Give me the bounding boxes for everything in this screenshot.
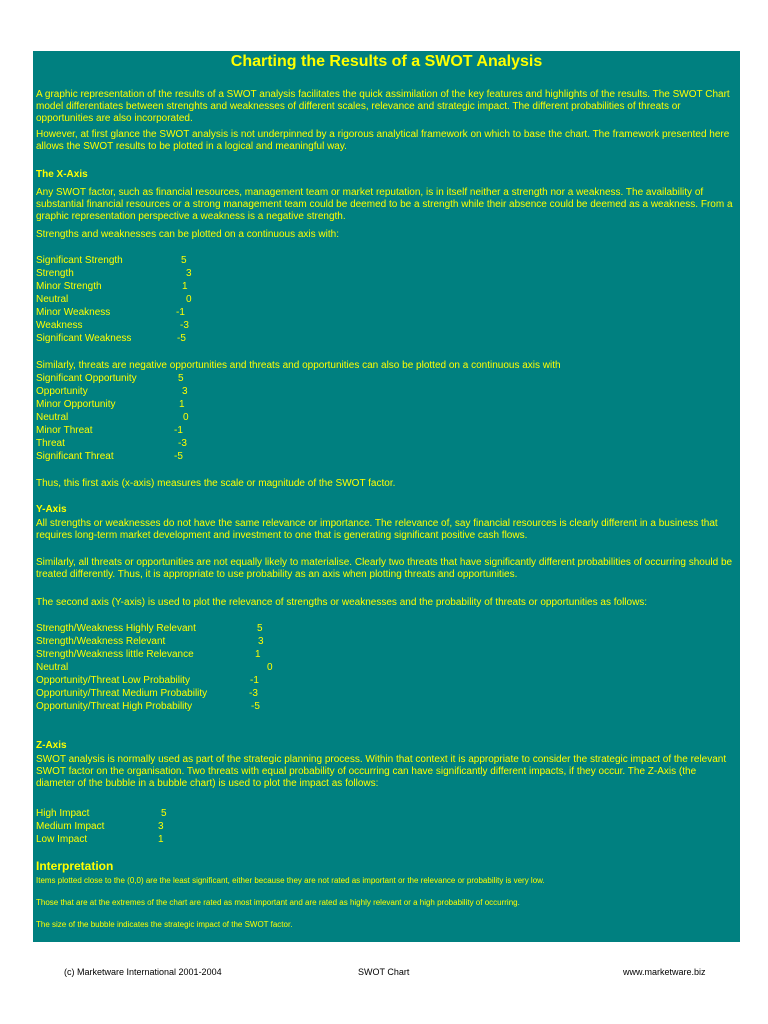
x-axis-paragraph-1: Any SWOT factor, such as financial resources, management team or market reputation, is in itself neither a strength nor a weakness. The availability of substantial financial resources or a strong management team could be deemed to be a strength while their absence could be deemed as a weakness. From a graphic representation perspective a weakness is a negative strength. (36, 187, 733, 222)
z-axis-paragraph-1: SWOT analysis is normally used as part of the strategic planning process. Within that context it is appropriate to consider the strategic impact of the relevant SWOT factor on the organisation. Two threats with equal probability of occurring can have significantly different impacts, if they occur. The Z-Axis (the diameter of the bubble in a bubble chart) is used to plot the impact as follows: (36, 754, 727, 789)
list-item-label: Significant Strength (36, 255, 123, 266)
interpretation-heading: Interpretation (36, 859, 114, 873)
document-panel (33, 51, 740, 942)
list-item-value: 3 (158, 821, 164, 832)
list-item-label: Significant Opportunity (36, 373, 137, 384)
intro-paragraph-2: However, at first glance the SWOT analysis is not underpinned by a rigorous analytical framework on which to base the chart. The framework presented here allows the SWOT results to be plotted in a logical and meaningful way. (36, 129, 730, 152)
list-item-value: 0 (267, 662, 273, 673)
list-item-label: Minor Threat (36, 425, 93, 436)
interpretation-paragraph-2: Those that are at the extremes of the chart are rated as most important and are rated as highly relevant or a high probability of occurring. (36, 898, 520, 907)
list-item-label: Strength/Weakness Highly Relevant (36, 623, 196, 634)
list-item-label: Strength (36, 268, 74, 279)
y-axis-paragraph-1: All strengths or weaknesses do not have the same relevance or importance. The relevance of, say financial resources is clearly different in a business that requires long-term market development and investment to one that is generating significant positive cash flows. (36, 518, 718, 541)
list-item-value: 1 (255, 649, 261, 660)
list-item-label: Opportunity/Threat Low Probability (36, 675, 190, 686)
list-item-value: 5 (257, 623, 263, 634)
list-item-value: -1 (176, 307, 185, 318)
list-item-label: Neutral (36, 294, 69, 305)
list-item-value: -3 (249, 688, 258, 699)
interpretation-paragraph-1: Items plotted close to the (0,0) are the least significant, either because they are not rated as important or the relevance or probability is very low. (36, 876, 545, 885)
footer-website: www.marketware.biz (623, 967, 706, 977)
list-item-label: Significant Threat (36, 451, 114, 462)
list-item-label: Low Impact (36, 834, 88, 845)
list-item-value: -5 (177, 333, 186, 344)
footer-title: SWOT Chart (358, 967, 410, 977)
list-item-value: 0 (186, 294, 192, 305)
x-axis-paragraph-2: Strengths and weaknesses can be plotted on a continuous axis with: (36, 229, 339, 240)
list-item-label: Weakness (36, 320, 83, 331)
x-axis-heading: The X-Axis (36, 169, 88, 180)
y-axis-heading: Y-Axis (36, 504, 67, 515)
list-item-value: 5 (181, 255, 187, 266)
list-item-value: -3 (180, 320, 189, 331)
intro-paragraph-1: A graphic representation of the results of a SWOT analysis facilitates the quick assimilation of the key features and highlights of the results. The SWOT Chart model differentiates between strenghts and weaknesses of different scales, relevance and strategic impact. The different probabilities of threats or opportunities are also incorporated. (36, 89, 730, 124)
list-item-label: Strength/Weakness little Relevance (36, 649, 194, 660)
list-item-value: 0 (183, 412, 189, 423)
y-axis-paragraph-3: The second axis (Y-axis) is used to plot the relevance of strengths or weaknesses and the probability of threats or opportunities as follows: (36, 597, 648, 608)
footer-copyright: (c) Marketware International 2001-2004 (64, 967, 222, 977)
list-item-value: -3 (178, 438, 187, 449)
list-item-value: -5 (174, 451, 183, 462)
list-item-value: 1 (182, 281, 188, 292)
list-item-value: 1 (158, 834, 164, 845)
list-item-label: Medium Impact (36, 821, 105, 832)
list-item-value: 3 (258, 636, 264, 647)
z-axis-heading: Z-Axis (36, 740, 67, 751)
x-axis-paragraph-4: Thus, this first axis (x-axis) measures the scale or magnitude of the SWOT factor. (36, 478, 396, 489)
page-title: Charting the Results of a SWOT Analysis (230, 53, 543, 70)
x-axis-paragraph-3: Similarly, threats are negative opportunities and threats and opportunities can also be plotted on a continuous axis with (36, 360, 561, 371)
list-item-value: 3 (186, 268, 192, 279)
y-axis-paragraph-2: Similarly, all threats or opportunities are not equally likely to materialise. Clearly two threats that have significantly different probabilities of occurring should be treated differently. Thus, it is appropriate to use probability as an axis when plotting threats and opportunities. (36, 557, 733, 580)
list-item-label: Opportunity/Threat Medium Probability (36, 688, 208, 699)
list-item-value: -1 (174, 425, 183, 436)
list-item-value: 1 (179, 399, 185, 410)
list-item-label: Strength/Weakness Relevant (36, 636, 166, 647)
list-item-label: High Impact (36, 808, 90, 819)
list-item-label: Opportunity/Threat High Probability (36, 701, 193, 712)
list-item-label: Opportunity (36, 386, 88, 397)
list-item-label: Significant Weakness (36, 333, 132, 344)
list-item-value: -5 (251, 701, 260, 712)
list-item-label: Neutral (36, 662, 69, 673)
list-item-value: 5 (161, 808, 167, 819)
list-item-label: Minor Strength (36, 281, 102, 292)
list-item-value: 3 (182, 386, 188, 397)
interpretation-paragraph-3: The size of the bubble indicates the strategic impact of the SWOT factor. (36, 920, 293, 929)
list-item-label: Neutral (36, 412, 69, 423)
list-item-label: Threat (36, 438, 65, 449)
list-item-value: -1 (250, 675, 259, 686)
list-item-value: 5 (178, 373, 184, 384)
list-item-label: Minor Opportunity (36, 399, 116, 410)
list-item-label: Minor Weakness (36, 307, 111, 318)
